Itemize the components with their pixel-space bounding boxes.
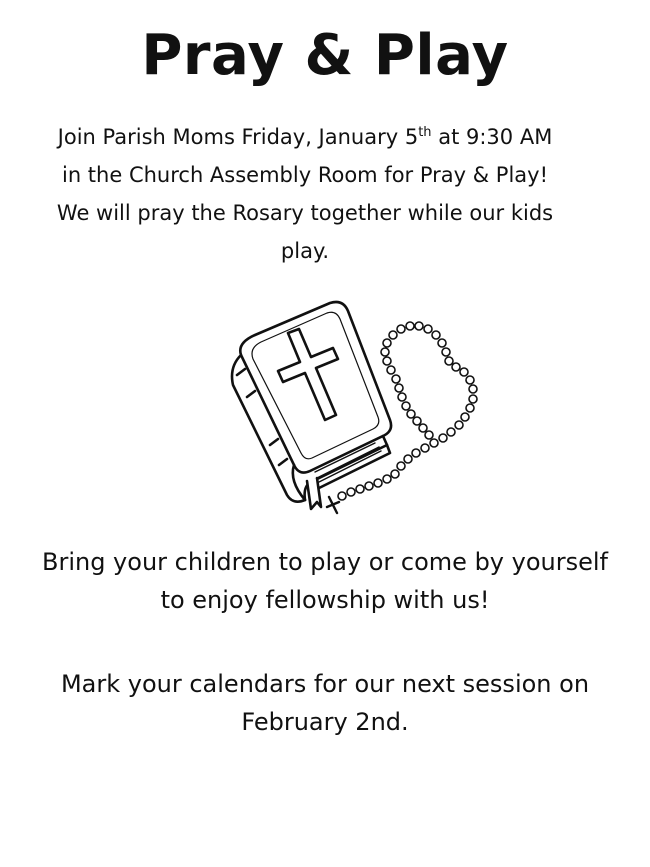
intro-paragraph	[50, 118, 560, 270]
bible-with-rosary-icon	[215, 295, 485, 525]
bible-rosary-illustration	[215, 295, 485, 525]
intro-lead: Join Parish Moms Friday, January 5	[57, 125, 419, 149]
next-session-paragraph: Mark your calendars for our next session on February 2nd.	[60, 670, 590, 736]
intro-rest: at 9:30 AM in the Church Assembly Room for Pray & Play! We will pray the Rosary together while our kids play.	[56, 125, 554, 263]
invitation-paragraph: Bring your children to play or come by yourself to enjoy fellowship with us!	[41, 548, 608, 614]
intro-ordinal-suffix: th	[418, 125, 432, 140]
flyer-title: Pray & Play	[141, 23, 509, 88]
